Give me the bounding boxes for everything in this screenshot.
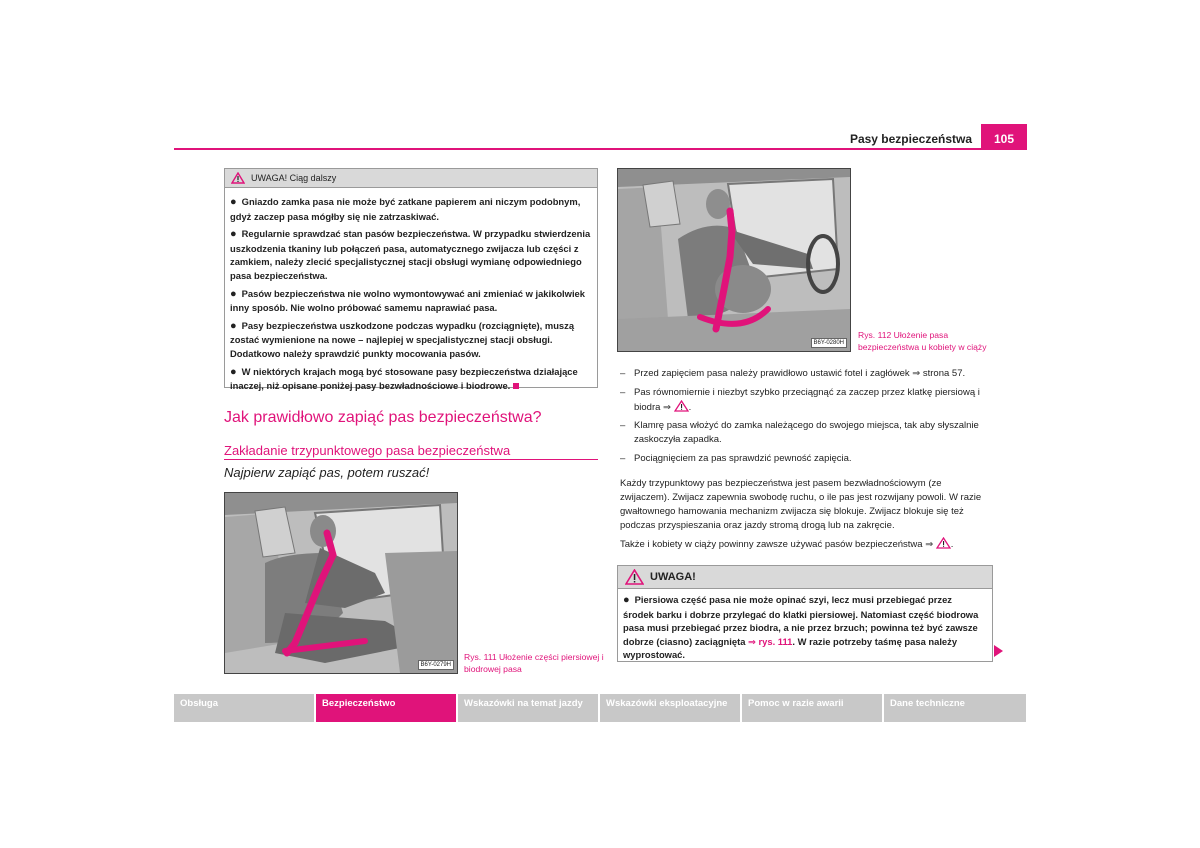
- page-number: 105: [981, 124, 1027, 150]
- warning-triangle-icon: [936, 537, 951, 549]
- warning-item: ● Gniazdo zamka pasa nie może być zatkane papierem ani niczym podobnym, gdyż zaczep pasa mógłby się nie zatrzaskiwać.: [230, 196, 581, 222]
- figure-code: B6Y-0280H: [811, 338, 847, 348]
- nav-tab-pomoc[interactable]: Pomoc w razie awarii: [742, 694, 882, 722]
- figure-112-illustration: [617, 168, 851, 352]
- chapter-navigation: [174, 694, 1026, 722]
- warning-triangle-icon: [674, 400, 689, 412]
- intro-text: Najpierw zapiąć pas, potem ruszać!: [224, 465, 430, 480]
- step-item: – Pociągnięciem za pas sprawdzić pewność zapięcia.: [620, 453, 852, 464]
- bullet-icon: ●: [230, 287, 237, 300]
- warning-list: [230, 195, 594, 397]
- warning-box-continued: [224, 168, 598, 392]
- warning-item: ● Regularnie sprawdzać stan pasów bezpieczeństwa. W przypadku stwierdzenia uszkodzenia tkaniny lub połączeń pasa, automatycznego zwijacza lub części z zamkiem, należy zlecić specjalistycznej stacji obsługi wymianę odpowiedniego pasa bezpieczeństwa.: [230, 228, 591, 281]
- warning-triangle-icon: [625, 569, 644, 585]
- warning-box-title: UWAGA! Ciąg dalszy: [251, 173, 337, 183]
- figure-111-illustration: [224, 492, 458, 674]
- nav-tab-wskazowki-eksploatacyjne[interactable]: Wskazówki eksploatacyjne: [600, 694, 740, 722]
- warning-item: ● W niektórych krajach mogą być stosowane pasy bezpieczeństwa działające inaczej, niż opisane poniżej pasy bezwładnościowe i biodrowe.: [230, 365, 578, 392]
- dash-marker: –: [620, 420, 626, 431]
- subheading-rule: [224, 459, 598, 460]
- warning-box-header: [618, 566, 992, 589]
- nav-tab-obsluga[interactable]: Obsługa: [174, 694, 314, 722]
- warning-box-title: UWAGA!: [650, 571, 696, 583]
- header-rule: [174, 148, 1026, 150]
- dash-marker: –: [620, 387, 626, 398]
- end-of-section-square-icon: [513, 383, 519, 389]
- bullet-icon: ●: [230, 228, 237, 241]
- dash-marker: –: [620, 453, 626, 464]
- bullet-icon: ●: [230, 365, 237, 378]
- section-subheading: Zakładanie trzypunktowego pasa bezpieczeństwa: [224, 443, 511, 458]
- figure-112-caption: Rys. 112 Ułożenie pasa bezpieczeństwa u kobiety w ciąży: [858, 330, 987, 352]
- body-paragraph: Także i kobiety w ciąży powinny zawsze używać pasów bezpieczeństwa ⇒ .: [620, 539, 954, 550]
- warning-item: ● Pasy bezpieczeństwa uszkodzone podczas wypadku (rozciągnięte), muszą zostać wymienione na nowe – najlepiej w specjalistycznej stacji obsługi. Dodatkowo należy sprawdzić punkty mocowania pasów.: [230, 319, 575, 359]
- warning-text: ● Piersiowa część pasa nie może opinać szyi, lecz musi przebiegać przez środek barku i dobrze przylegać do klatki piersiowej. Natomiast część biodrowa pasa musi przebiegać przez biodra, a nie przez brzuch; powinna też być zawsze dobrze (ciasno) zaciągnięta ⇒ rys. 111. W razie potrzeby taśmę pasa należy wyprostować.: [623, 594, 979, 661]
- bullet-icon: ●: [230, 319, 237, 332]
- warning-box-header: [225, 169, 597, 188]
- dash-marker: –: [620, 368, 626, 379]
- section-heading: Jak prawidłowo zapiąć pas bezpieczeństwa?: [224, 409, 542, 426]
- pregnant-woman-seatbelt-illustration: [618, 169, 850, 351]
- continue-arrow-icon: [994, 645, 1003, 657]
- warning-triangle-icon: [231, 172, 245, 184]
- step-item: – Pas równomiernie i niezbyt szybko przeciągnąć za zaczep przez klatkę piersiową i biodra ⇒ .: [620, 387, 980, 413]
- step-item: – Przed zapięciem pasa należy prawidłowo ustawić fotel i zagłówek ⇒ strona 57.: [620, 368, 966, 379]
- driver-seatbelt-illustration: [225, 493, 457, 673]
- running-header-title: Pasy bezpieczeństwa: [849, 132, 972, 146]
- nav-tab-dane-techniczne[interactable]: Dane techniczne: [884, 694, 1026, 722]
- figure-111-caption: Rys. 111 Ułożenie części piersiowej i biodrowej pasa: [464, 652, 604, 674]
- figure-code: B6Y-0279H: [418, 660, 454, 670]
- warning-item: ● Pasów bezpieczeństwa nie wolno wymontowywać ani zmieniać w jakikolwiek inny sposób. Nie wolno próbować samemu naprawiać pasa.: [230, 287, 585, 314]
- step-item: – Klamrę pasa włożyć do zamka należącego do swojego miejsca, tak aby słyszalnie zaskoczyła zapadka.: [620, 420, 979, 445]
- nav-tab-bezpieczenstwo[interactable]: Bezpieczeństwo: [316, 694, 456, 722]
- figure-reference-link[interactable]: ⇒ rys. 111: [748, 635, 793, 647]
- warning-box: [617, 565, 993, 662]
- nav-tab-wskazowki-jazdy[interactable]: Wskazówki na temat jazdy: [458, 694, 598, 722]
- bullet-icon: ●: [623, 594, 630, 606]
- bullet-icon: ●: [230, 196, 237, 208]
- body-paragraph: Każdy trzypunktowy pas bezpieczeństwa jest pasem bezwładnościowym (ze zwijaczem). Zwijacz zapewnia swobodę ruchu, o ile pas jest rozwijany powoli. W razie gwałtownego hamowania mechanizm zwijacza się blokuje. Zwijacz blokuje się też podczas przyspieszania oraz jazdy stromą drogą lub na zakręcie.: [620, 478, 982, 531]
